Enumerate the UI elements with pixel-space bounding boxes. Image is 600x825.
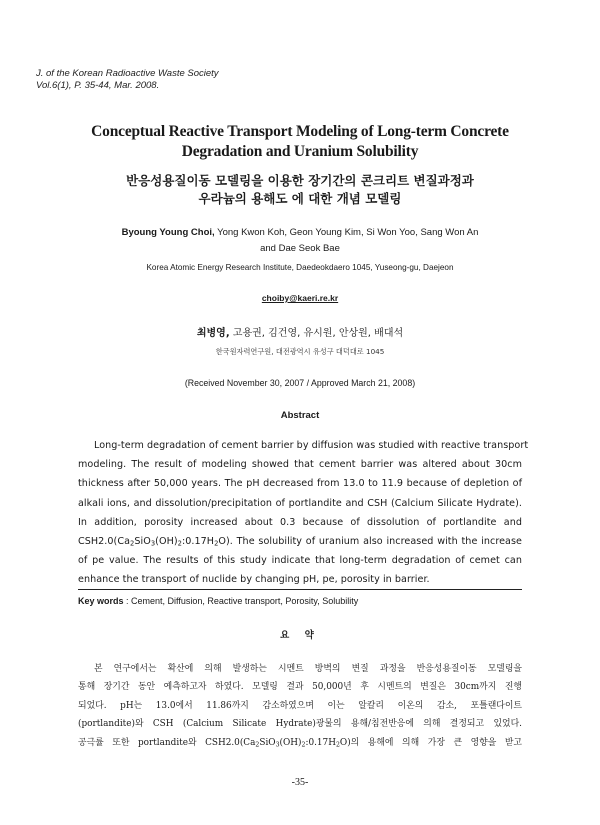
paper-title bbox=[40, 122, 560, 162]
keywords-text: : Cement, Diffusion, Reactive transport, Porosity, Solubility bbox=[123, 596, 359, 606]
korean-abstract-heading: 요 약 bbox=[280, 630, 320, 641]
korean-abstract-line: 되었다. pH는 13.0에서 11.86까지 감소하였으며 이는 알칼리 이온의 감소, 포틀랜다이트 bbox=[78, 700, 522, 711]
corresponding-email[interactable]: choiby@kaeri.re.kr bbox=[261, 293, 339, 303]
korean-author-list bbox=[0, 324, 600, 339]
author-list bbox=[80, 225, 520, 257]
lead-author: Byoung Young Choi, bbox=[121, 227, 215, 238]
abstract-body bbox=[78, 436, 529, 590]
co-authors-line-1: Yong Kwon Koh, Geon Young Kim, Si Won Yoo, Sang Won An bbox=[214, 227, 479, 238]
abstract-heading: Abstract bbox=[280, 410, 320, 421]
korean-title-line-1: 반응성용질이동 모델링을 이용한 장기간의 콘크리트 변질과정과 bbox=[126, 173, 474, 188]
abstract-line: alkali ions, and dissolution/precipitation of portlandite and CSH (Calcium Silicate Hydrate). bbox=[78, 497, 522, 509]
paper-title-line-2: Degradation and Uranium Solubility bbox=[181, 143, 419, 160]
korean-title bbox=[40, 172, 560, 208]
affiliation: Korea Atomic Energy Research Institute, Daedeokdaero 1045, Yuseong-gu, Daejeon bbox=[146, 263, 454, 272]
abstract-line: Long-term degradation of cement barrier by diffusion was studied with reactive transport bbox=[94, 440, 529, 451]
korean-title-line-2: 우라늄의 용해도 에 대한 개념 모델링 bbox=[198, 191, 402, 206]
received-dates: (Received November 30, 2007 / Approved March 21, 2008) bbox=[184, 378, 416, 388]
korean-affiliation: 한국원자력연구원, 대전광역시 유성구 대덕대로 1045 bbox=[215, 347, 385, 356]
co-authors-line-2: and Dae Seok Bae bbox=[260, 243, 340, 254]
journal-volume: Vol.6(1), P. 35-44, Mar. 2008. bbox=[36, 80, 160, 91]
abstract-line: of pe value. The results of this study indicate that long-term degradation of cemet can bbox=[78, 555, 522, 567]
keywords-divider bbox=[78, 589, 522, 590]
journal-citation bbox=[36, 68, 219, 92]
korean-abstract-body bbox=[78, 660, 522, 752]
korean-abstract-line: 공극률 또한 portlandite와 $CSH2.0(Ca_2SiO_3(OH)_2:0.17H_2O)$의 용해에 의해 가장 큰 영향을 받고 bbox=[78, 737, 522, 749]
korean-abstract-line: (portlandite)와 CSH (Calcium Silicate Hydrate)광물의 용해/침전반응에 의해 결정되고 있었다. bbox=[78, 719, 522, 730]
korean-abstract-line: 통해 장기간 동안 예측하고자 하였다. 모델링 결과 50,000년 후 시멘트의 변질은 30cm까지 진행 bbox=[78, 682, 522, 693]
page-number: -35- bbox=[291, 777, 309, 788]
korean-abstract-line: 본 연구에서는 확산에 의해 발생하는 시멘트 방벽의 변질 과정을 반응성용질이동 모델링을 bbox=[94, 664, 522, 674]
korean-lead-author: 최병영, bbox=[196, 328, 230, 339]
abstract-line: modeling. The result of modeling showed that cement barrier was altered about 30cm bbox=[78, 459, 522, 471]
abstract-line: thickness after 50,000 years. The pH decreased from 13.0 to 11.9 because of depletion of bbox=[78, 478, 522, 490]
paper-title-line-1: Conceptual Reactive Transport Modeling of Long-term Concrete bbox=[91, 123, 509, 140]
korean-co-authors: 고용권, 김건영, 유시원, 안상원, 배대석 bbox=[229, 328, 404, 339]
journal-name: J. of the Korean Radioactive Waste Society bbox=[36, 68, 219, 79]
keywords bbox=[78, 596, 522, 606]
abstract-line: enhance the transport of nuclide by changing pH, pe, porosity in barrier. bbox=[78, 574, 430, 586]
abstract-line: In addition, porosity increased about 0.3 because of dissolution of portlandite and bbox=[78, 516, 522, 528]
keywords-label: Key words bbox=[78, 596, 124, 606]
abstract-line: $CSH2.0(Ca_2SiO_3(OH)_2:0.17H_2O)$. The solubility of uranium also increased with the increase bbox=[78, 536, 522, 548]
